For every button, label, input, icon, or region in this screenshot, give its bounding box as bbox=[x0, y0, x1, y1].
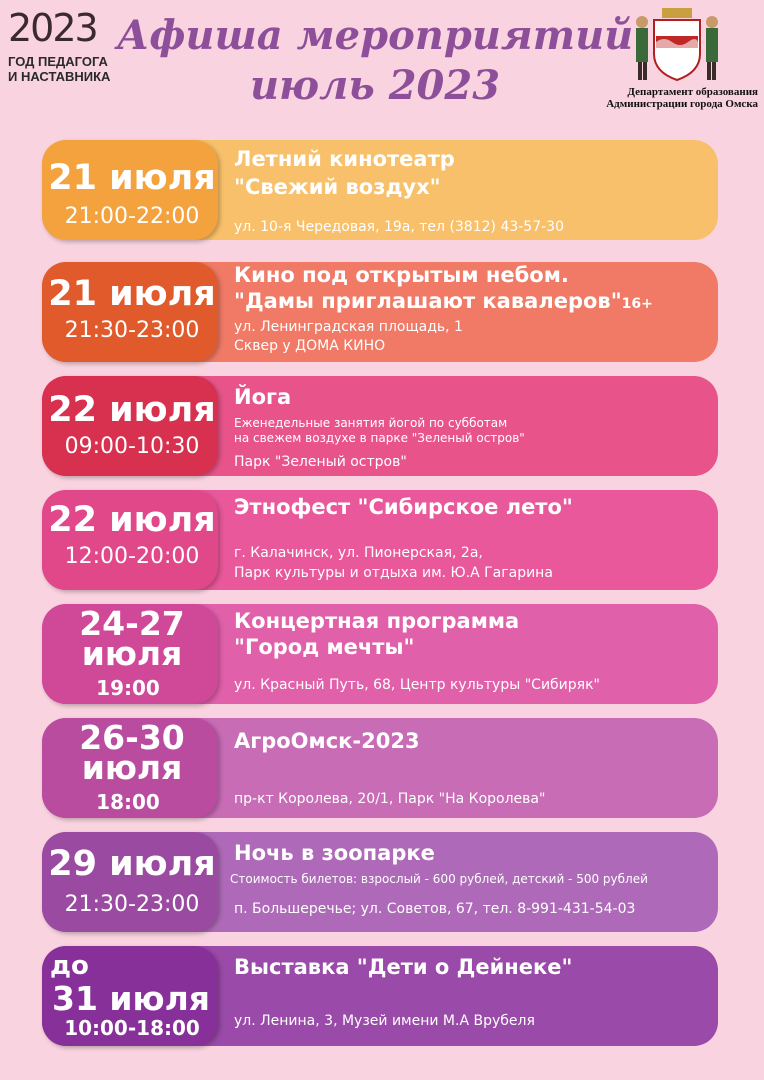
event-date: 22 июля bbox=[48, 390, 216, 430]
event-date-line2: 31 июля bbox=[52, 979, 210, 1018]
event-time: 10:00-18:00 bbox=[64, 1016, 200, 1040]
department-block bbox=[568, 4, 758, 114]
event-title-line1: Ночь в зоопарке bbox=[234, 841, 435, 865]
event-title-line1: Концертная программа bbox=[234, 609, 520, 633]
event-address: ул. 10-я Чередовая, 19а, тел (3812) 43-57-30 bbox=[234, 219, 564, 235]
event-time: 12:00-20:00 bbox=[64, 544, 200, 569]
event-address: п. Большеречье; ул. Советов, 67, тел. 8-991-431-54-03 bbox=[234, 901, 636, 917]
event-address-line1: г. Калачинск, ул. Пионерская, 2а, bbox=[234, 545, 483, 561]
event-card bbox=[42, 376, 718, 476]
department-line1: Департамент образования bbox=[627, 86, 758, 98]
age-rating-badge: 16+ bbox=[621, 296, 653, 312]
event-title-line1: АгроОмск-2023 bbox=[234, 729, 420, 753]
event-description-line1: Еженедельные занятия йогой по субботам bbox=[234, 416, 508, 430]
event-description: Стоимость билетов: взрослый - 600 рублей, детский - 500 рублей bbox=[230, 872, 648, 886]
event-title-line2 bbox=[234, 288, 653, 317]
event-card bbox=[42, 604, 718, 704]
event-card bbox=[42, 946, 718, 1046]
department-name bbox=[568, 86, 758, 110]
event-card bbox=[42, 140, 718, 240]
event-description-line2: на свежем воздухе в парке "Зеленый остров" bbox=[234, 431, 525, 445]
event-date-line1: 26-30 bbox=[79, 718, 185, 757]
event-date: 29 июля bbox=[48, 844, 216, 884]
event-address: ул. Красный Путь, 68, Центр культуры "Сибиряк" bbox=[234, 677, 600, 693]
event-time: 18:00 bbox=[96, 790, 160, 814]
event-address: пр-кт Королева, 20/1, Парк "На Королева" bbox=[234, 791, 546, 807]
event-card bbox=[42, 490, 718, 590]
event-title-line1: Летний кинотеатр bbox=[234, 147, 455, 171]
event-time: 21:30-23:00 bbox=[64, 892, 200, 917]
event-title-line1: Этнофест "Сибирское лето" bbox=[234, 495, 573, 519]
logo-year: 2023 bbox=[8, 6, 97, 50]
event-card bbox=[42, 718, 718, 818]
event-time: 21:30-23:00 bbox=[64, 318, 200, 343]
event-date: 21 июля bbox=[48, 274, 216, 314]
page-title: Афиша мероприятий bbox=[116, 12, 634, 59]
event-title-line2: "Город мечты" bbox=[234, 635, 415, 659]
event-title-line1: Йога bbox=[234, 385, 292, 409]
event-title-line1: Кино под открытым небом. bbox=[234, 263, 569, 287]
logo-caption bbox=[8, 54, 110, 84]
omsk-crest-icon bbox=[632, 6, 722, 86]
event-address-line1: ул. Ленинградская площадь, 1 bbox=[234, 319, 463, 335]
event-time: 21:00-22:00 bbox=[64, 204, 200, 229]
event-date-line1: 24-27 bbox=[79, 604, 185, 643]
logo-caption-line1: ГОД ПЕДАГОГА bbox=[8, 54, 108, 69]
event-address-line2: Парк культуры и отдыха им. Ю.А Гагарина bbox=[234, 565, 553, 581]
event-title-text: "Дамы приглашают кавалеров" bbox=[234, 289, 622, 313]
event-date-line2: июля bbox=[81, 748, 183, 787]
event-title-line1: Выставка "Дети о Дейнеке" bbox=[234, 955, 573, 979]
event-title-line2: "Свежий воздух" bbox=[234, 175, 441, 199]
year-of-teacher-logo bbox=[6, 6, 116, 96]
event-address: ул. Ленина, 3, Музей имени М.А Врубеля bbox=[234, 1013, 535, 1029]
event-address: Парк "Зеленый остров" bbox=[234, 454, 407, 470]
event-date: 22 июля bbox=[48, 500, 216, 540]
event-address-line2: Сквер у ДОМА КИНО bbox=[234, 338, 386, 354]
event-card bbox=[42, 832, 718, 932]
event-card bbox=[42, 262, 718, 362]
page-subtitle: июль 2023 bbox=[249, 62, 501, 109]
logo-caption-line2: И НАСТАВНИКА bbox=[8, 69, 111, 84]
event-date: 21 июля bbox=[48, 158, 216, 198]
department-line2: Администрации города Омска bbox=[606, 98, 758, 110]
event-date-line1: до bbox=[50, 951, 89, 981]
event-time: 19:00 bbox=[96, 676, 160, 700]
event-time: 09:00-10:30 bbox=[64, 434, 200, 459]
event-date-line2: июля bbox=[81, 634, 183, 673]
